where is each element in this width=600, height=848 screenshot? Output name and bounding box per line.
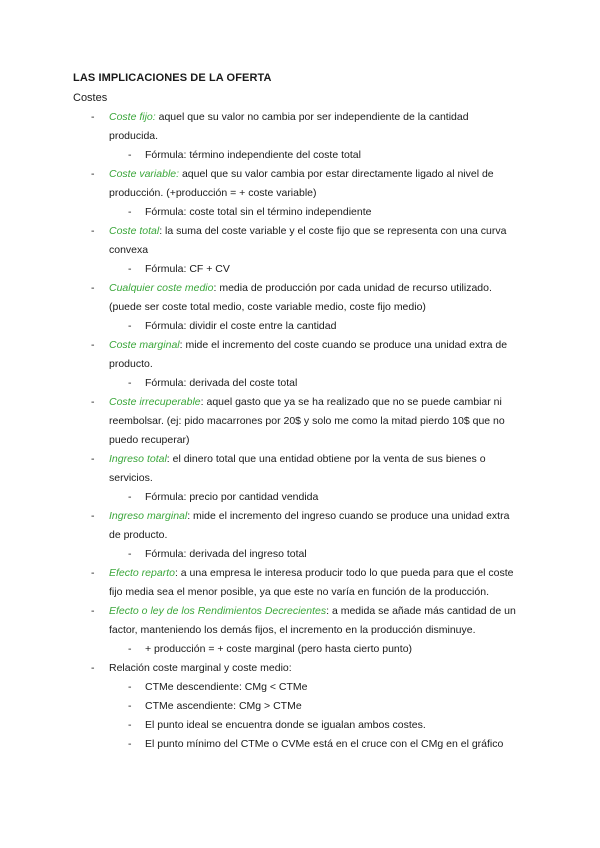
list-item <box>0 393 600 450</box>
list-item <box>0 165 600 203</box>
sub-item-text: CTMe ascendiente: CMg > CTMe <box>145 700 302 712</box>
sub-list-item <box>0 640 600 659</box>
sub-item-text: Fórmula: coste total sin el término independiente <box>145 206 372 218</box>
bullet-dash: - <box>91 605 95 617</box>
sub-item-text: El punto ideal se encuentra donde se igualan ambos costes. <box>145 719 426 731</box>
sub-item-text: Fórmula: CF + CV <box>145 263 230 275</box>
term-label: Coste fijo: <box>109 111 156 123</box>
term-definition: : mide el incremento del ingreso cuando se produce una unidad extra de producto. <box>109 510 510 541</box>
sub-item-text: Fórmula: término independiente del coste total <box>145 149 361 161</box>
term-label: Ingreso total <box>109 453 167 465</box>
bullet-dash: - <box>128 719 132 731</box>
term-definition: : aquel gasto que ya se ha realizado que no se puede cambiar ni reembolsar. (ej: pido macarrones por 20$ y solo me como la mitad pierdo 10$ que no puedo recuperar) <box>109 396 505 446</box>
sub-list-item <box>0 678 600 697</box>
sub-list-item <box>0 317 600 336</box>
term-definition: : a una empresa le interesa producir todo lo que pueda para que el coste fijo media sea el menor posible, ya que este no varía en función de la producción. <box>109 567 514 598</box>
term-definition: Relación coste marginal y coste medio: <box>109 662 292 674</box>
bullet-dash: - <box>91 510 95 522</box>
sub-item-text: CTMe descendiente: CMg < CTMe <box>145 681 308 693</box>
list-item <box>0 507 600 545</box>
sub-list-item <box>0 735 600 754</box>
sub-item-text: Fórmula: dividir el coste entre la cantidad <box>145 320 337 332</box>
bullet-dash: - <box>91 662 95 674</box>
list-item <box>0 659 600 678</box>
bullet-dash: - <box>128 263 132 275</box>
bullet-dash: - <box>128 700 132 712</box>
bullet-dash: - <box>91 282 95 294</box>
sub-list-item <box>0 260 600 279</box>
bullet-dash: - <box>128 681 132 693</box>
term-definition: aquel que su valor no cambia por ser independiente de la cantidad producida. <box>109 111 469 142</box>
document-title: LAS IMPLICACIONES DE LA OFERTA <box>73 72 272 84</box>
term-label: Cualquier coste medio <box>109 282 214 294</box>
list-item <box>0 336 600 374</box>
sub-item-text: Fórmula: derivada del ingreso total <box>145 548 307 560</box>
term-label: Coste variable: <box>109 168 180 180</box>
sub-list-item <box>0 146 600 165</box>
sub-item-text: El punto mínimo del CTMe o CVMe está en el cruce con el CMg en el gráfico <box>145 738 504 750</box>
term-definition: : media de producción por cada unidad de recurso utilizado. (puede ser coste total medio, coste variable medio, coste fijo medio) <box>109 282 492 313</box>
bullet-dash: - <box>91 567 95 579</box>
term-definition: : el dinero total que una entidad obtiene por la venta de sus bienes o servicios. <box>109 453 486 484</box>
bullet-dash: - <box>91 225 95 237</box>
term-label: Efecto o ley de los Rendimientos Decrecientes <box>109 605 327 617</box>
bullet-dash: - <box>91 396 95 408</box>
sub-list-item <box>0 374 600 393</box>
list-item <box>0 108 600 146</box>
term-definition: : la suma del coste variable y el coste fijo que se representa con una curva convexa <box>109 225 507 256</box>
bullet-dash: - <box>128 491 132 503</box>
sub-item-text: + producción = + coste marginal (pero hasta cierto punto) <box>145 643 413 655</box>
concept-list <box>0 108 600 754</box>
sub-list-item <box>0 716 600 735</box>
term-label: Ingreso marginal <box>109 510 188 522</box>
sub-list-item <box>0 203 600 222</box>
term-definition: : mide el incremento del coste cuando se produce una unidad extra de producto. <box>109 339 508 370</box>
bullet-dash: - <box>128 377 132 389</box>
term-label: Coste irrecuperable <box>109 396 201 408</box>
sub-list-item <box>0 697 600 716</box>
bullet-dash: - <box>91 453 95 465</box>
bullet-dash: - <box>91 111 95 123</box>
sub-list-item <box>0 545 600 564</box>
sub-item-text: Fórmula: derivada del coste total <box>145 377 298 389</box>
term-definition: : a medida se añade más cantidad de un factor, manteniendo los demás fijos, el incremento en la producción disminuye. <box>109 605 516 636</box>
list-item <box>0 279 600 317</box>
section-heading: Costes <box>73 92 108 104</box>
term-label: Coste total <box>109 225 160 237</box>
bullet-dash: - <box>91 339 95 351</box>
list-item <box>0 564 600 602</box>
term-definition: aquel que su valor cambia por estar directamente ligado al nivel de producción. (+producción = + coste variable) <box>109 168 494 199</box>
bullet-dash: - <box>128 206 132 218</box>
list-item <box>0 450 600 488</box>
sub-list-item <box>0 488 600 507</box>
list-item <box>0 222 600 260</box>
term-label: Coste marginal <box>109 339 180 351</box>
list-item <box>0 602 600 640</box>
bullet-dash: - <box>128 548 132 560</box>
bullet-dash: - <box>128 320 132 332</box>
sub-item-text: Fórmula: precio por cantidad vendida <box>145 491 319 503</box>
bullet-dash: - <box>91 168 95 180</box>
term-label: Efecto reparto <box>109 567 175 579</box>
bullet-dash: - <box>128 738 132 750</box>
bullet-dash: - <box>128 643 132 655</box>
bullet-dash: - <box>128 149 132 161</box>
